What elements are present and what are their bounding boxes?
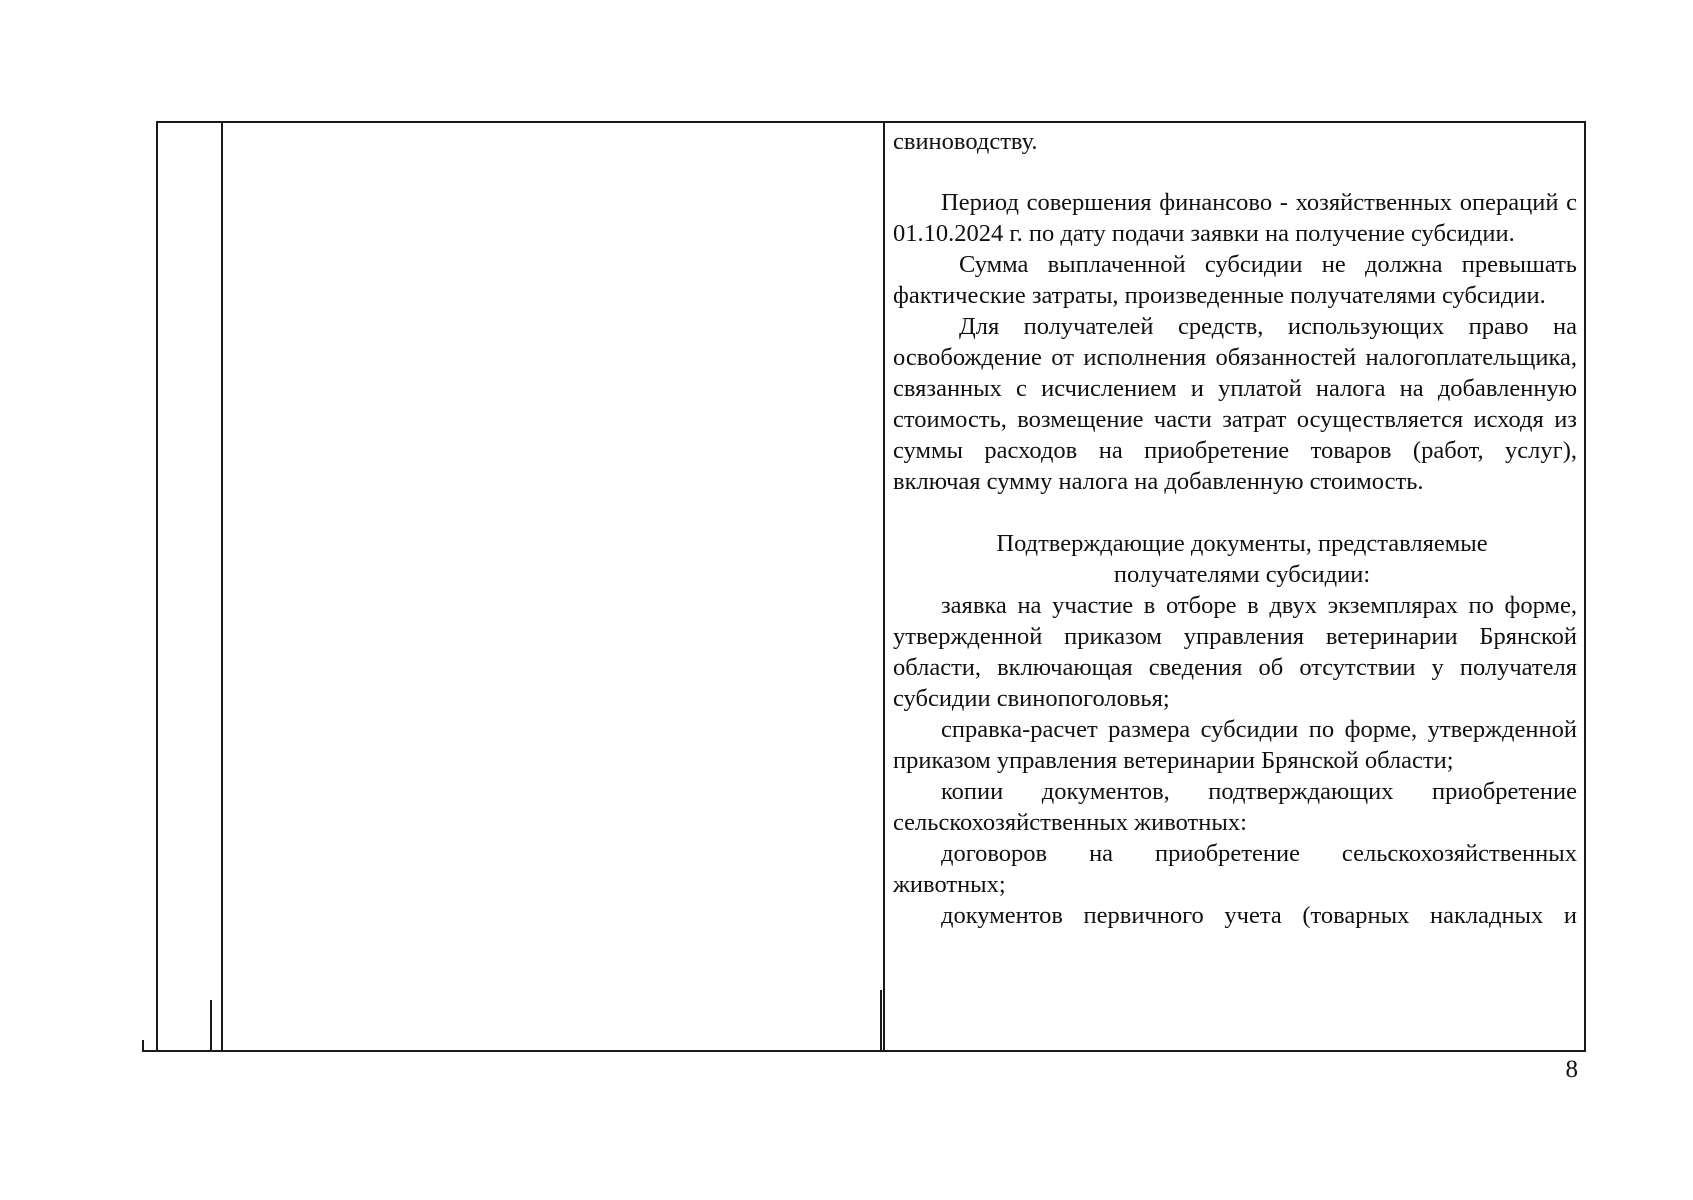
table-left-border [156, 121, 158, 1050]
spacer [893, 497, 1577, 528]
table-column-divider-1-offset [210, 1000, 212, 1052]
vat-paragraph: Для получателей средств, использующих право на освобождение от исполнения обязанностей налогоплательщика, связанных с исчислением и уплатой налога на добавленную стоимость, возмещение части затрат осуществляется исходя из суммы расходов на приобретение товаров (работ, услуг), включая сумму налога на добавленную стоимость. [893, 313, 1577, 495]
page-number: 8 [1565, 1056, 1578, 1083]
list-item: копии документов, подтверждающих приобретение сельскохозяйственных животных: [893, 778, 1577, 836]
period-paragraph: Период совершения финансово - хозяйственных операций с 01.10.2024 г. по дату подачи заявки на получение субсидии. [893, 189, 1577, 247]
sum-limit-paragraph: Сумма выплаченной субсидии не должна превышать фактические затраты, произведенные получателями субсидии. [893, 251, 1577, 309]
list-item: документов первичного учета (товарных накладных и [941, 902, 1577, 929]
table-left-border-offset [142, 1040, 144, 1052]
list-item: заявка на участие в отборе в двух экземплярах по форме, утвержденной приказом управления ветеринарии Брянской области, включающая сведения об отсутствии у получателя субсидии свинопоголовья; [893, 592, 1577, 712]
documents-heading-line-2: получателями субсидии: [1113, 561, 1371, 588]
table-top-border [156, 121, 1586, 123]
documents-heading [893, 528, 1577, 590]
documents-heading-line-1: Подтверждающие документы, представляемые [996, 530, 1488, 557]
table-column-divider-2 [883, 121, 885, 1052]
requirements-text-column [893, 126, 1577, 931]
table-bottom-border [142, 1050, 1586, 1052]
table-column-divider-2-offset [880, 990, 882, 1052]
list-item: справка-расчет размера субсидии по форме, утвержденной приказом управления ветеринарии Брянской области; [893, 716, 1577, 774]
list-item: договоров на приобретение сельскохозяйственных животных; [893, 840, 1577, 898]
continuation-text: свиноводству. [893, 128, 1038, 155]
spacer [893, 157, 1577, 187]
table-column-divider-1 [221, 121, 223, 1052]
table-right-border [1584, 121, 1586, 1052]
